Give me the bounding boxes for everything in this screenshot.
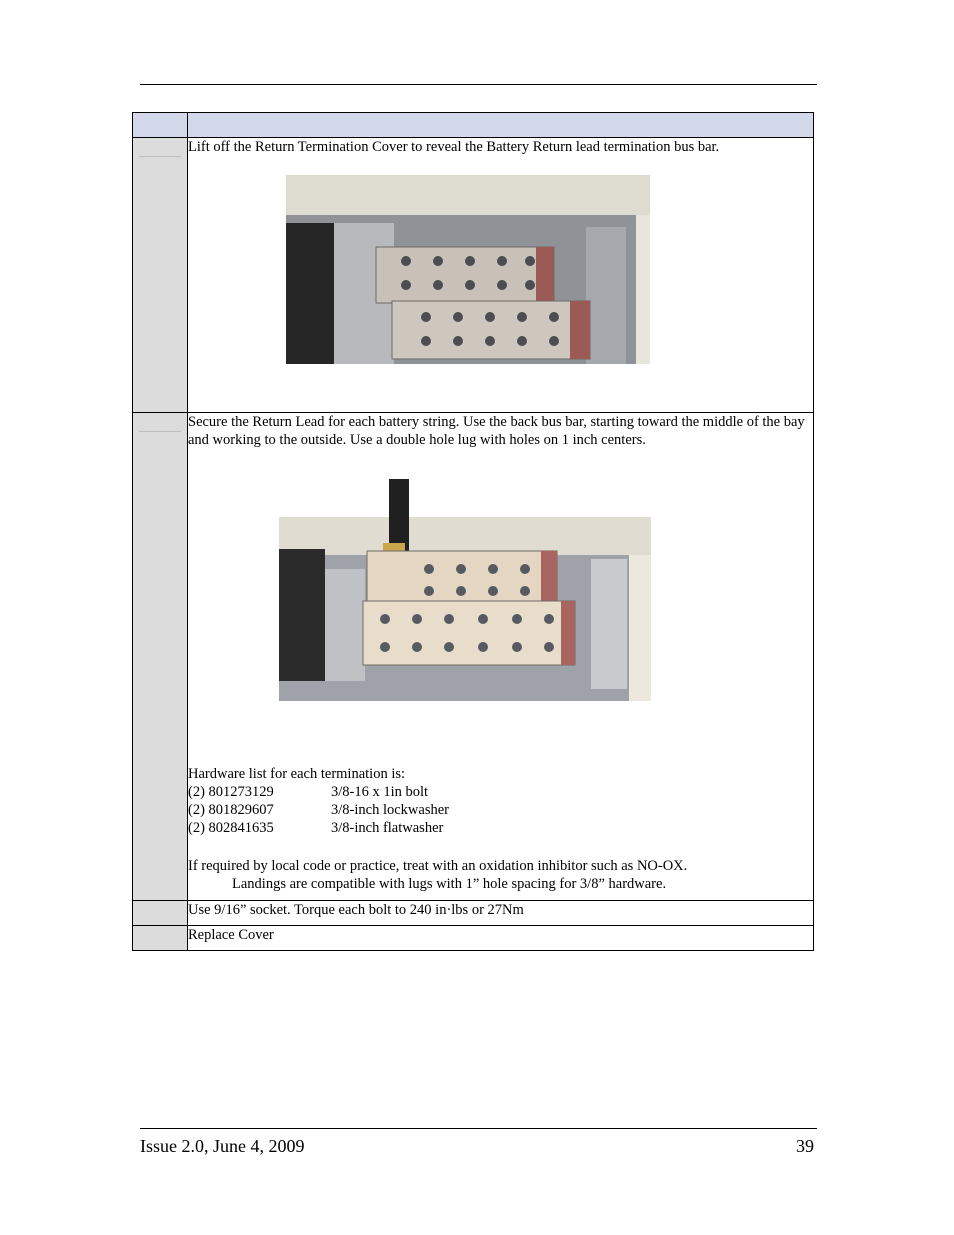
hardware-part-number: (2) 801829607: [188, 802, 274, 818]
table-header-row: [133, 113, 814, 138]
hardware-list-title: Hardware list for each termination is:: [188, 766, 406, 782]
header-action-cell: [188, 113, 814, 138]
hardware-description: 3/8-inch flatwasher: [331, 820, 444, 836]
step-instruction: Use 9/16” socket. Torque each bolt to 240 in·lbs or 27Nm: [188, 902, 524, 918]
page-number: 39: [796, 1136, 814, 1156]
step-number-cell: [133, 926, 188, 951]
oxidation-note: If required by local code or practice, treat with an oxidation inhibitor such as NO-OX.: [188, 858, 688, 874]
header-step-cell: [133, 113, 188, 138]
list-item: [188, 783, 813, 801]
table-row: [133, 901, 814, 926]
hardware-part-number: (2) 802841635: [188, 820, 274, 836]
step-number-cell: [133, 138, 188, 413]
lug-spacing-note: Landings are compatible with lugs with 1” hole spacing for 3/8” hardware.: [232, 876, 667, 892]
table-row: [133, 413, 814, 901]
step-body-cell: [188, 926, 814, 951]
step-instruction: Replace Cover: [188, 927, 274, 943]
step-number-cell: [133, 413, 188, 901]
table-row: [133, 926, 814, 951]
list-item: [188, 801, 813, 819]
step-instruction: Lift off the Return Termination Cover to reveal the Battery Return lead termination bus bar.: [188, 139, 720, 155]
issue-date: Issue 2.0, June 4, 2009: [140, 1136, 305, 1156]
return-lead-photo: [279, 479, 651, 701]
hardware-description: 3/8-inch lockwasher: [331, 802, 449, 818]
footer-rule: [140, 1128, 817, 1129]
step-body-cell: [188, 901, 814, 926]
step-body-cell: [188, 138, 814, 413]
step-instruction: Secure the Return Lead for each battery string. Use the back bus bar, starting toward the middle of the bay and working to the outside. Use a double hole lug with holes on 1 inch centers.: [188, 414, 805, 448]
bus-bar-photo: [286, 175, 650, 364]
table-row: [133, 138, 814, 413]
step-body-cell: [188, 413, 814, 901]
hardware-part-number: (2) 801273129: [188, 784, 274, 800]
list-item: [188, 819, 813, 837]
procedure-table: [132, 112, 814, 951]
hardware-description: 3/8-16 x 1in bolt: [331, 784, 429, 800]
step-number-cell: [133, 901, 188, 926]
header-rule: [140, 84, 817, 85]
